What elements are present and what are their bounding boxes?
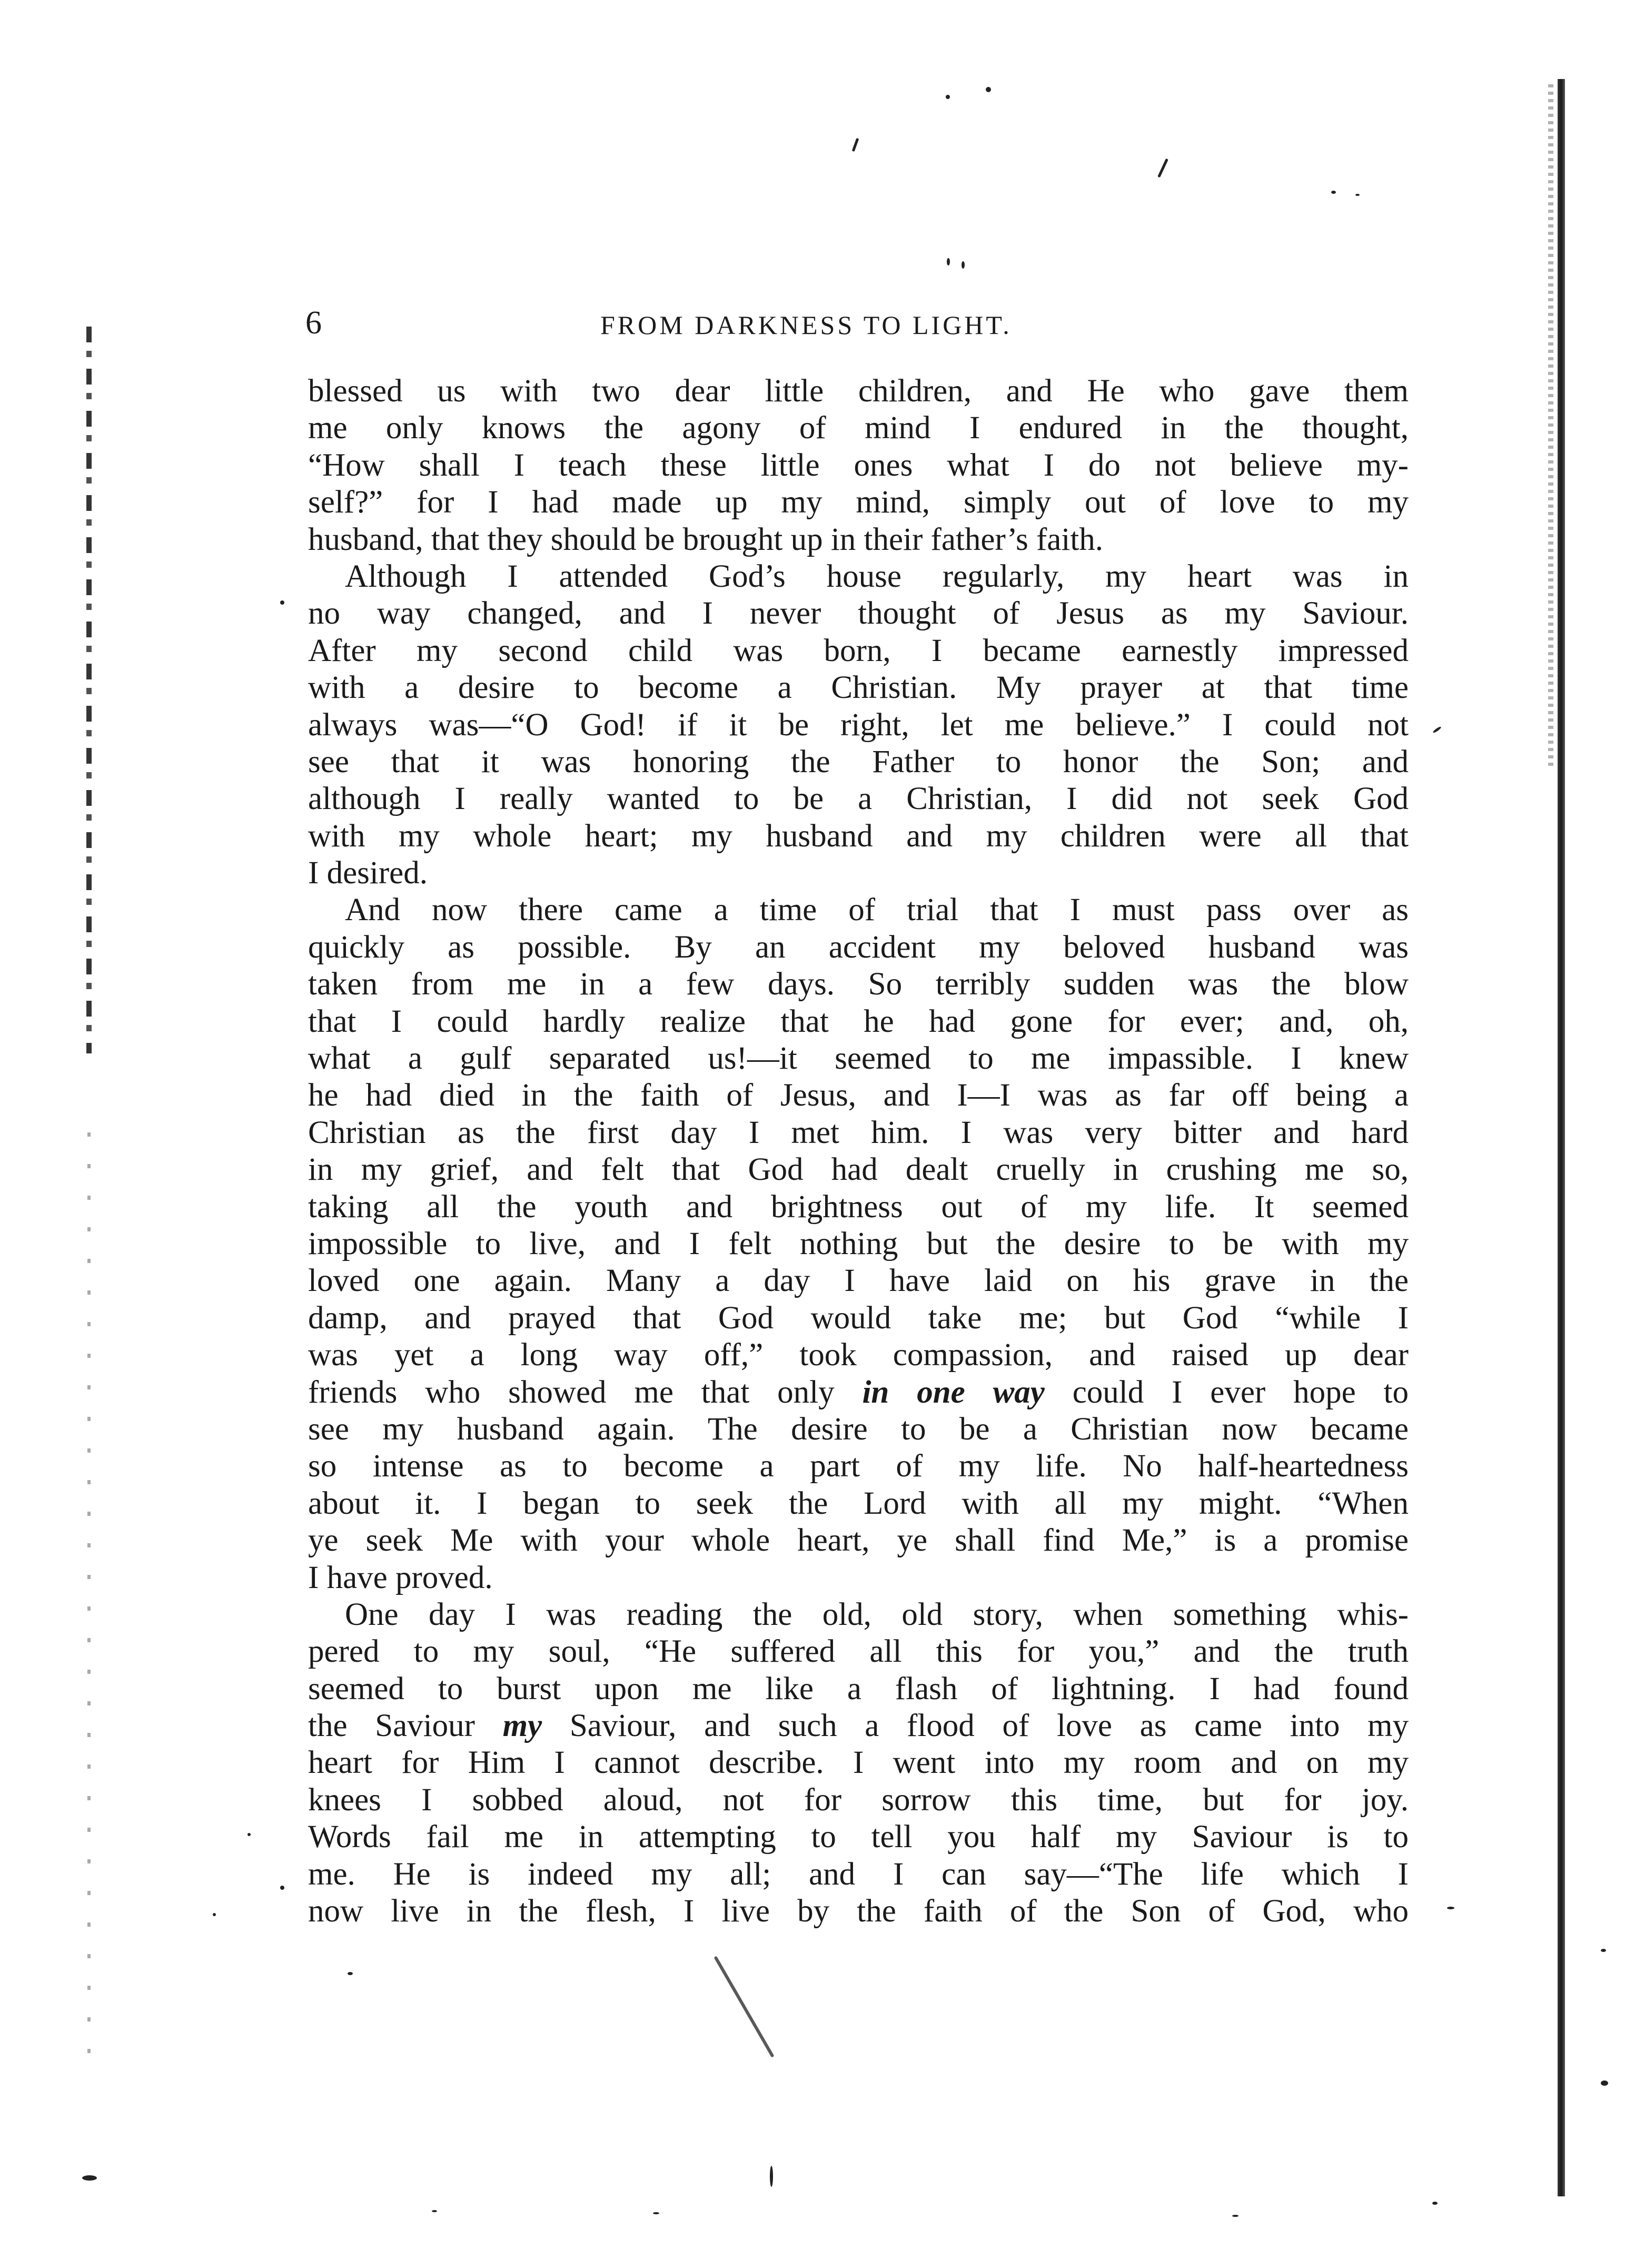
text-line: Although I attended God’s house regularly, my heart was in (345, 558, 1409, 594)
scan-speck (280, 600, 284, 605)
text-run: friends who showed me that only (308, 1374, 863, 1410)
paragraph (308, 373, 1409, 558)
scan-speck (432, 2210, 437, 2212)
text-line: And now there came a time of trial that I must pass over as (345, 892, 1409, 928)
text-line: seemed to burst upon me like a flash of lightning. I had found (308, 1671, 1409, 1707)
scan-speck (1355, 194, 1360, 196)
text-line: taken from me in a few days. So terribly sudden was the blow (308, 967, 1409, 1002)
text-run: could I ever hope to (1044, 1374, 1409, 1410)
text-line: heart for Him I cannot describe. I went into my room and on my (308, 1745, 1409, 1781)
scan-border-right (1558, 79, 1565, 2196)
text-line: “How shall I teach these little ones what I do not believe my- (308, 447, 1409, 483)
text-line: in my grief, and felt that God had dealt cruelly in crushing me so, (308, 1152, 1409, 1188)
scan-speck (280, 1886, 284, 1890)
scan-speck (653, 2212, 659, 2214)
body-text (308, 373, 1409, 1930)
text-line: pered to my soul, “He suffered all this for you,” and the truth (308, 1634, 1409, 1670)
text-line: about it. I began to seek the Lord with all my might. “When (308, 1485, 1409, 1521)
text-line: ye seek Me with your whole heart, ye shall find Me,” is a promise (308, 1523, 1409, 1559)
scan-border-left-lower (87, 1132, 91, 2080)
scan-speck (947, 258, 950, 265)
scan-speck (714, 1956, 774, 2058)
text-line: self?” for I had made up my mind, simply out of love to my (308, 485, 1409, 520)
text-line: that I could hardly realize that he had gone for ever; and, oh, (308, 1003, 1409, 1039)
page-header (305, 304, 1411, 347)
scan-speck (1432, 2202, 1438, 2205)
scan-speck (1432, 726, 1442, 733)
scan-speck (770, 2166, 773, 2187)
text-line: so intense as to become a part of my life. No half-heartedness (308, 1448, 1409, 1484)
text-line: blessed us with two dear little children, and He who gave them (308, 373, 1409, 409)
scan-speck (946, 95, 950, 99)
text-line: taking all the youth and brightness out of my life. It seemed (308, 1189, 1409, 1225)
scan-speck (213, 1913, 216, 1916)
scan-speck (348, 1972, 353, 1975)
scan-speck (1232, 2215, 1238, 2217)
scan-speck (1157, 159, 1168, 178)
text-line: loved one again. Many a day I have laid on his grave in the (308, 1263, 1409, 1299)
scan-speck (1601, 2080, 1608, 2086)
text-line: with a desire to become a Christian. My prayer at that time (308, 670, 1409, 706)
scan-speck (1601, 1949, 1606, 1952)
scan-speck (852, 138, 859, 152)
text-line: although I really wanted to be a Christian, I did not seek God (308, 781, 1409, 817)
paragraph (308, 1596, 1409, 1930)
text-line (308, 1374, 1409, 1411)
text-line: husband, that they should be brought up in their father’s faith. (308, 521, 1104, 557)
text-line: impossible to live, and I felt nothing but the desire to be with my (308, 1226, 1409, 1261)
text-line: no way changed, and I never thought of Jesus as my Saviour. (308, 596, 1409, 632)
text-line: knees I sobbed aloud, not for sorrow this time, but for joy. (308, 1782, 1409, 1818)
text-line: damp, and prayed that God would take me; but God “while I (308, 1300, 1409, 1336)
text-line: always was—“O God! if it be right, let me believe.” I could not (308, 707, 1409, 743)
text-line: me. He is indeed my all; and I can say—“The life which I (308, 1856, 1409, 1892)
scan-speck (247, 1833, 251, 1836)
page-number: 6 (305, 305, 322, 341)
text-line: quickly as possible. By an accident my beloved husband was (308, 929, 1409, 965)
scan-border-right-faint (1548, 84, 1553, 769)
text-line: now live in the flesh, I live by the faith of the Son of God, who (308, 1894, 1409, 1929)
text-run: the Saviour (308, 1708, 503, 1744)
scan-border-left (86, 327, 92, 1053)
text-line: he had died in the faith of Jesus, and I—I was as far off being a (308, 1078, 1409, 1113)
text-line: Words fail me in attempting to tell you half my Saviour is to (308, 1819, 1409, 1855)
paragraph (308, 558, 1409, 892)
text-line: After my second child was born, I became earnestly impressed (308, 633, 1409, 668)
text-run: Saviour, and such a flood of love as came into my (542, 1708, 1409, 1744)
text-line (308, 1708, 1409, 1744)
scan-speck (962, 261, 965, 269)
text-line: with my whole heart; my husband and my children were all that (308, 818, 1409, 854)
emphasis: in one way (862, 1374, 1045, 1410)
scan-speck (986, 87, 991, 92)
text-line: I desired. (308, 855, 428, 891)
text-line: see my husband again. The desire to be a Christian now became (308, 1411, 1409, 1447)
scan-speck (1447, 1907, 1454, 1909)
text-line: Christian as the first day I met him. I was very bitter and hard (308, 1115, 1409, 1150)
text-line: One day I was reading the old, old story, when something whis- (345, 1596, 1409, 1632)
paragraph (308, 892, 1409, 1596)
running-title: FROM DARKNESS TO LIGHT. (600, 310, 1012, 340)
emphasis: my (502, 1708, 542, 1744)
scan-speck (1331, 191, 1336, 194)
scan-speck (82, 2175, 97, 2181)
text-line: what a gulf separated us!—it seemed to me impassible. I knew (308, 1041, 1409, 1077)
text-line: see that it was honoring the Father to honor the Son; and (308, 744, 1409, 780)
text-line: was yet a long way off,” took compassion, and raised up dear (308, 1337, 1409, 1373)
text-line: I have proved. (308, 1560, 493, 1595)
text-line: me only knows the agony of mind I endured in the thought, (308, 410, 1409, 446)
